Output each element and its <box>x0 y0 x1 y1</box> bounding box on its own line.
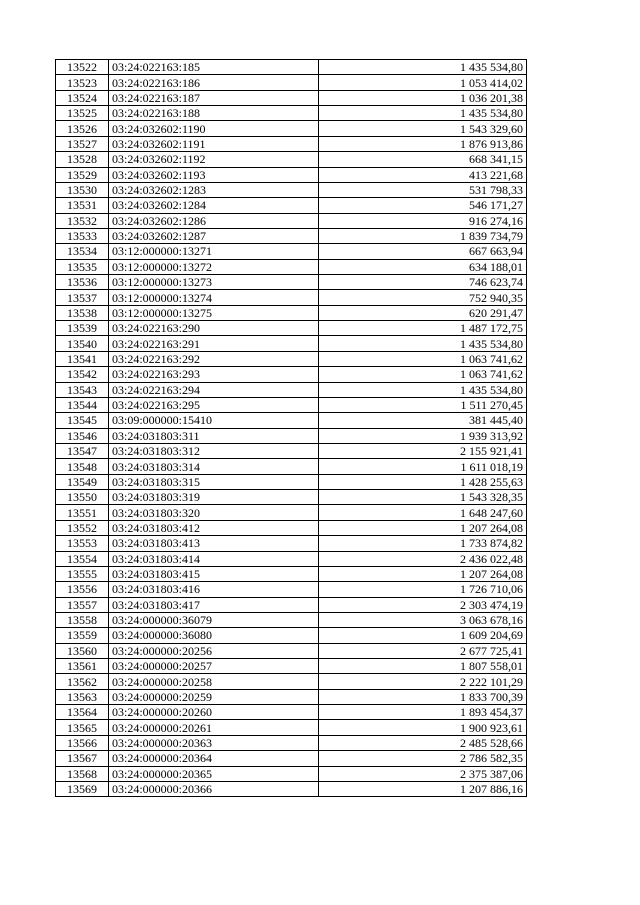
table-row <box>56 106 527 121</box>
row-number-cell: 13524 <box>56 90 109 105</box>
cadastral-value-cell: 1 726 710,06 <box>319 582 527 597</box>
row-number-cell: 13534 <box>56 244 109 259</box>
row-number-cell: 13554 <box>56 551 109 566</box>
cadastral-value-cell: 3 063 678,16 <box>319 612 527 627</box>
table-row <box>56 612 527 627</box>
cadastral-value-cell: 634 188,01 <box>319 259 527 274</box>
cadastral-value-cell: 1 833 700,39 <box>319 689 527 704</box>
cadastral-number-cell: 03:24:022163:292 <box>109 351 319 366</box>
cadastral-value-cell: 1 839 734,79 <box>319 228 527 243</box>
table-row <box>56 459 527 474</box>
table-row <box>56 659 527 674</box>
cadastral-value-cell: 1 648 247,60 <box>319 505 527 520</box>
row-number-cell: 13528 <box>56 152 109 167</box>
cadastral-value-cell: 1 428 255,63 <box>319 474 527 489</box>
cadastral-value-cell: 1 487 172,75 <box>319 321 527 336</box>
cadastral-number-cell: 03:24:000000:20258 <box>109 674 319 689</box>
cadastral-value-cell: 2 677 725,41 <box>319 643 527 658</box>
table-row <box>56 582 527 597</box>
row-number-cell: 13567 <box>56 751 109 766</box>
table-row <box>56 290 527 305</box>
row-number-cell: 13525 <box>56 106 109 121</box>
cadastral-number-cell: 03:24:000000:36080 <box>109 628 319 643</box>
table-row <box>56 228 527 243</box>
row-number-cell: 13548 <box>56 459 109 474</box>
cadastral-value-cell: 413 221,68 <box>319 167 527 182</box>
table-body <box>56 60 527 797</box>
table-row <box>56 536 527 551</box>
table-row <box>56 720 527 735</box>
cadastral-value-cell: 1 893 454,37 <box>319 705 527 720</box>
row-number-cell: 13543 <box>56 382 109 397</box>
cadastral-number-cell: 03:24:031803:312 <box>109 443 319 458</box>
table-row <box>56 351 527 366</box>
cadastral-number-cell: 03:24:022163:290 <box>109 321 319 336</box>
cadastral-number-cell: 03:24:022163:188 <box>109 106 319 121</box>
row-number-cell: 13561 <box>56 659 109 674</box>
cadastral-value-cell: 1 807 558,01 <box>319 659 527 674</box>
cadastral-value-cell: 1 611 018,19 <box>319 459 527 474</box>
cadastral-number-cell: 03:24:000000:20256 <box>109 643 319 658</box>
cadastral-number-cell: 03:24:000000:20261 <box>109 720 319 735</box>
cadastral-number-cell: 03:24:031803:417 <box>109 597 319 612</box>
table-row <box>56 90 527 105</box>
cadastral-value-cell: 746 623,74 <box>319 275 527 290</box>
cadastral-value-cell: 668 341,15 <box>319 152 527 167</box>
row-number-cell: 13552 <box>56 520 109 535</box>
table-row <box>56 182 527 197</box>
cadastral-value-cell: 1 063 741,62 <box>319 367 527 382</box>
table-row <box>56 321 527 336</box>
cadastral-number-cell: 03:24:031803:415 <box>109 566 319 581</box>
table-row <box>56 674 527 689</box>
table-row <box>56 443 527 458</box>
row-number-cell: 13536 <box>56 275 109 290</box>
cadastral-number-cell: 03:24:032602:1286 <box>109 213 319 228</box>
cadastral-value-cell: 1 939 313,92 <box>319 428 527 443</box>
cadastral-number-cell: 03:24:022163:294 <box>109 382 319 397</box>
cadastral-value-cell: 620 291,47 <box>319 305 527 320</box>
row-number-cell: 13557 <box>56 597 109 612</box>
cadastral-number-cell: 03:12:000000:13275 <box>109 305 319 320</box>
table-row <box>56 766 527 781</box>
cadastral-number-cell: 03:24:000000:20259 <box>109 689 319 704</box>
cadastral-value-cell: 381 445,40 <box>319 413 527 428</box>
table-row <box>56 628 527 643</box>
cadastral-number-cell: 03:24:031803:414 <box>109 551 319 566</box>
table-row <box>56 490 527 505</box>
row-number-cell: 13553 <box>56 536 109 551</box>
cadastral-value-cell: 1 053 414,02 <box>319 75 527 90</box>
row-number-cell: 13539 <box>56 321 109 336</box>
cadastral-number-cell: 03:12:000000:13271 <box>109 244 319 259</box>
cadastral-value-cell: 2 485 528,66 <box>319 735 527 750</box>
cadastral-value-cell: 916 274,16 <box>319 213 527 228</box>
cadastral-value-cell: 1 900 923,61 <box>319 720 527 735</box>
cadastral-number-cell: 03:24:000000:20365 <box>109 766 319 781</box>
cadastral-number-cell: 03:24:022163:291 <box>109 336 319 351</box>
row-number-cell: 13542 <box>56 367 109 382</box>
cadastral-number-cell: 03:24:032602:1283 <box>109 182 319 197</box>
table-row <box>56 705 527 720</box>
cadastral-value-cell: 2 436 022,48 <box>319 551 527 566</box>
cadastral-value-cell: 1 435 534,80 <box>319 60 527 75</box>
table-row <box>56 382 527 397</box>
row-number-cell: 13537 <box>56 290 109 305</box>
row-number-cell: 13551 <box>56 505 109 520</box>
cadastral-value-table <box>55 59 527 797</box>
cadastral-value-cell: 2 375 387,06 <box>319 766 527 781</box>
cadastral-value-cell: 1 435 534,80 <box>319 106 527 121</box>
row-number-cell: 13535 <box>56 259 109 274</box>
row-number-cell: 13538 <box>56 305 109 320</box>
cadastral-number-cell: 03:24:032602:1192 <box>109 152 319 167</box>
cadastral-value-cell: 531 798,33 <box>319 182 527 197</box>
cadastral-number-cell: 03:24:032602:1190 <box>109 121 319 136</box>
row-number-cell: 13544 <box>56 397 109 412</box>
cadastral-value-cell: 2 155 921,41 <box>319 443 527 458</box>
cadastral-value-cell: 1 876 913,86 <box>319 136 527 151</box>
cadastral-number-cell: 03:24:022163:293 <box>109 367 319 382</box>
cadastral-number-cell: 03:24:031803:416 <box>109 582 319 597</box>
cadastral-number-cell: 03:24:000000:20363 <box>109 735 319 750</box>
table-row <box>56 735 527 750</box>
table-row <box>56 566 527 581</box>
row-number-cell: 13564 <box>56 705 109 720</box>
cadastral-value-cell: 1 207 886,16 <box>319 781 527 796</box>
cadastral-value-cell: 2 303 474,19 <box>319 597 527 612</box>
table-row <box>56 413 527 428</box>
table-row <box>56 520 527 535</box>
row-number-cell: 13555 <box>56 566 109 581</box>
table-row <box>56 152 527 167</box>
row-number-cell: 13529 <box>56 167 109 182</box>
row-number-cell: 13540 <box>56 336 109 351</box>
row-number-cell: 13549 <box>56 474 109 489</box>
cadastral-value-cell: 1 543 329,60 <box>319 121 527 136</box>
table-row <box>56 505 527 520</box>
row-number-cell: 13547 <box>56 443 109 458</box>
table-row <box>56 198 527 213</box>
cadastral-number-cell: 03:24:031803:314 <box>109 459 319 474</box>
cadastral-value-cell: 752 940,35 <box>319 290 527 305</box>
cadastral-number-cell: 03:24:022163:185 <box>109 60 319 75</box>
cadastral-number-cell: 03:12:000000:13272 <box>109 259 319 274</box>
table-row <box>56 367 527 382</box>
cadastral-number-cell: 03:24:031803:319 <box>109 490 319 505</box>
table-row <box>56 167 527 182</box>
cadastral-value-cell: 1 063 741,62 <box>319 351 527 366</box>
cadastral-number-cell: 03:24:000000:20364 <box>109 751 319 766</box>
row-number-cell: 13565 <box>56 720 109 735</box>
table-row <box>56 275 527 290</box>
table-row <box>56 121 527 136</box>
table-row <box>56 643 527 658</box>
row-number-cell: 13522 <box>56 60 109 75</box>
cadastral-value-cell: 667 663,94 <box>319 244 527 259</box>
row-number-cell: 13556 <box>56 582 109 597</box>
cadastral-value-cell: 1 435 534,80 <box>319 382 527 397</box>
row-number-cell: 13568 <box>56 766 109 781</box>
row-number-cell: 13558 <box>56 612 109 627</box>
cadastral-number-cell: 03:24:032602:1191 <box>109 136 319 151</box>
cadastral-value-cell: 1 207 264,08 <box>319 520 527 535</box>
cadastral-number-cell: 03:24:022163:295 <box>109 397 319 412</box>
table-row <box>56 75 527 90</box>
table-row <box>56 213 527 228</box>
table-row <box>56 336 527 351</box>
cadastral-number-cell: 03:12:000000:13274 <box>109 290 319 305</box>
cadastral-value-cell: 1 733 874,82 <box>319 536 527 551</box>
cadastral-number-cell: 03:24:022163:186 <box>109 75 319 90</box>
cadastral-value-cell: 1 511 270,45 <box>319 397 527 412</box>
row-number-cell: 13530 <box>56 182 109 197</box>
table-row <box>56 305 527 320</box>
table-row <box>56 474 527 489</box>
cadastral-number-cell: 03:09:000000:15410 <box>109 413 319 428</box>
row-number-cell: 13563 <box>56 689 109 704</box>
cadastral-number-cell: 03:24:031803:412 <box>109 520 319 535</box>
table-row <box>56 781 527 796</box>
cadastral-number-cell: 03:24:031803:315 <box>109 474 319 489</box>
cadastral-number-cell: 03:24:032602:1287 <box>109 228 319 243</box>
cadastral-value-cell: 1 543 328,35 <box>319 490 527 505</box>
cadastral-value-cell: 1 207 264,08 <box>319 566 527 581</box>
row-number-cell: 13550 <box>56 490 109 505</box>
cadastral-number-cell: 03:24:000000:20366 <box>109 781 319 796</box>
table-row <box>56 597 527 612</box>
table-row <box>56 751 527 766</box>
cadastral-value-cell: 546 171,27 <box>319 198 527 213</box>
table-row <box>56 244 527 259</box>
row-number-cell: 13541 <box>56 351 109 366</box>
row-number-cell: 13559 <box>56 628 109 643</box>
cadastral-number-cell: 03:24:031803:413 <box>109 536 319 551</box>
row-number-cell: 13526 <box>56 121 109 136</box>
row-number-cell: 13532 <box>56 213 109 228</box>
cadastral-number-cell: 03:24:000000:20257 <box>109 659 319 674</box>
table-row <box>56 551 527 566</box>
cadastral-number-cell: 03:12:000000:13273 <box>109 275 319 290</box>
cadastral-value-cell: 2 222 101,29 <box>319 674 527 689</box>
cadastral-value-cell: 1 609 204,69 <box>319 628 527 643</box>
cadastral-number-cell: 03:24:032602:1284 <box>109 198 319 213</box>
cadastral-number-cell: 03:24:031803:311 <box>109 428 319 443</box>
row-number-cell: 13523 <box>56 75 109 90</box>
cadastral-value-cell: 1 036 201,38 <box>319 90 527 105</box>
cadastral-number-cell: 03:24:000000:36079 <box>109 612 319 627</box>
cadastral-number-cell: 03:24:031803:320 <box>109 505 319 520</box>
row-number-cell: 13527 <box>56 136 109 151</box>
row-number-cell: 13546 <box>56 428 109 443</box>
cadastral-value-cell: 2 786 582,35 <box>319 751 527 766</box>
cadastral-number-cell: 03:24:000000:20260 <box>109 705 319 720</box>
table-row <box>56 397 527 412</box>
row-number-cell: 13566 <box>56 735 109 750</box>
table-row <box>56 259 527 274</box>
cadastral-number-cell: 03:24:032602:1193 <box>109 167 319 182</box>
table-row <box>56 428 527 443</box>
row-number-cell: 13569 <box>56 781 109 796</box>
row-number-cell: 13545 <box>56 413 109 428</box>
table-row <box>56 136 527 151</box>
row-number-cell: 13560 <box>56 643 109 658</box>
table-row <box>56 60 527 75</box>
row-number-cell: 13531 <box>56 198 109 213</box>
table-row <box>56 689 527 704</box>
row-number-cell: 13562 <box>56 674 109 689</box>
cadastral-number-cell: 03:24:022163:187 <box>109 90 319 105</box>
row-number-cell: 13533 <box>56 228 109 243</box>
cadastral-value-cell: 1 435 534,80 <box>319 336 527 351</box>
